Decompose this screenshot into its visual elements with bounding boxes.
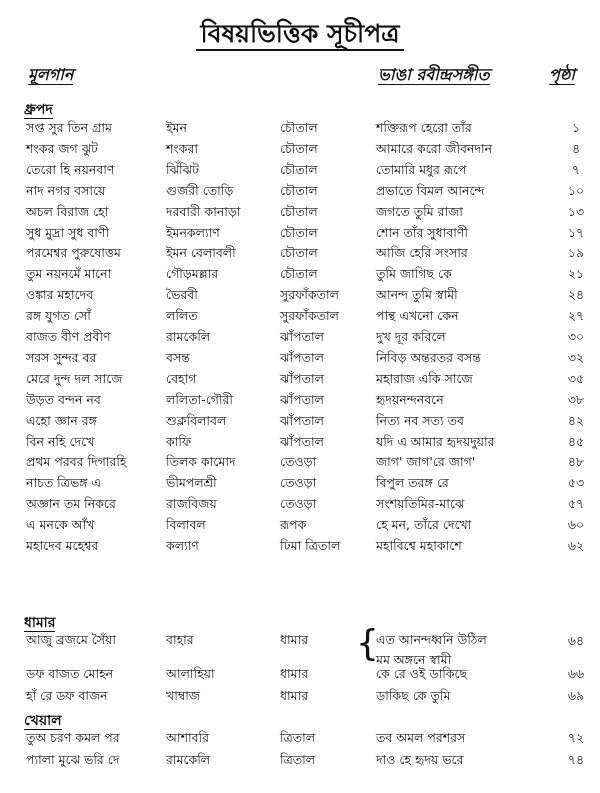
page-number-cell: ৬৯ <box>567 688 585 703</box>
tagore-song-cell: হৃদয়নন্দনবনে <box>376 391 444 407</box>
raag-cell: ললিতা-গৌরী <box>166 391 234 407</box>
section-heading: ধ্রুপদ <box>24 102 53 118</box>
original-song-cell: নাদ নগর বসায়ে <box>26 182 106 198</box>
table-row <box>0 204 600 226</box>
taal-cell: তেওড়া <box>280 475 317 491</box>
tagore-song-cell: আমারে করো জীবনদান <box>376 140 493 156</box>
table-row <box>0 183 600 205</box>
taal-cell: ধামার <box>280 632 309 647</box>
page-number-cell: ৩৮ <box>567 391 585 407</box>
page-number-cell: ৬৬ <box>567 666 585 681</box>
taal-cell: সুরফাঁকতাল <box>280 287 339 303</box>
tagore-song-cell: তুমি জাগিছ কে <box>376 266 452 282</box>
table-row <box>0 752 600 774</box>
taal-cell: চৌতাল <box>280 203 318 219</box>
raag-cell: বসন্ত <box>166 349 190 365</box>
table-row <box>0 666 600 688</box>
section-heading: খেয়াল <box>24 713 62 729</box>
original-song-cell: বিন নহি দেখে <box>26 433 95 449</box>
original-song-cell: সুধ মুদ্রা সুধ বাণী <box>26 224 110 240</box>
table-row <box>0 730 600 752</box>
original-song-cell: অজ্ঞান তম নিকরে <box>26 496 116 512</box>
page-number-cell: ৪৫ <box>567 433 585 449</box>
raag-cell: গৌড়মল্লার <box>166 266 219 282</box>
raag-cell: ললিত <box>166 308 198 324</box>
page-number-cell: ৭৪ <box>567 752 585 767</box>
taal-cell: চৌতাল <box>280 224 318 240</box>
tagore-song-cell: কে রে ওই ডাকিছে <box>376 666 468 681</box>
tagore-song-cell: হে মন, তাঁরে দেখো <box>376 517 472 533</box>
table-row <box>0 162 600 184</box>
taal-cell: রূপক <box>280 517 307 533</box>
raag-cell: গুর্জরী তোড়ি <box>166 182 234 198</box>
taal-cell: চৌতাল <box>280 120 318 135</box>
raag-cell: দরবারী কানাড়া <box>166 203 241 219</box>
table-row <box>0 688 600 710</box>
table-row <box>0 392 600 414</box>
original-song-cell: পরমেশ্বর পুরুষোত্তম <box>26 245 121 261</box>
tagore-song-cell: তব অমল পরশরস <box>376 730 466 745</box>
table-row <box>0 538 600 560</box>
tagore-song-cell: দাও হে হৃদয় ভরে <box>376 752 464 767</box>
page-number-cell: ৩৫ <box>567 370 585 386</box>
tagore-song-cell: শক্তিরূপ হেরো তাঁর <box>376 120 472 135</box>
table-row <box>0 245 600 267</box>
header-tagore-song: ভাঙা রবীন্দ্রসঙ্গীত <box>378 65 490 84</box>
table-row <box>0 120 600 142</box>
raag-cell: খাম্বাজ <box>166 688 201 703</box>
original-song-cell: রঙ্গ যুগত সোঁ <box>26 308 91 324</box>
table-row <box>0 141 600 163</box>
page-number-cell: ২৪ <box>567 287 585 303</box>
page-number-cell: ১ <box>571 120 581 135</box>
taal-cell: চৌতাল <box>280 140 318 156</box>
page-number-cell: ১৩ <box>567 203 585 219</box>
page-number-cell: ৩২ <box>567 349 585 365</box>
page-number-cell: ১৭ <box>567 224 585 240</box>
taal-cell: চৌতাল <box>280 245 318 261</box>
table-row <box>0 266 600 288</box>
header-original-song: মূলগান <box>28 65 74 84</box>
taal-cell: ধামার <box>280 666 309 681</box>
raag-cell: ইমনকল্যাণ <box>166 224 220 240</box>
table-row <box>0 350 600 372</box>
taal-cell: ত্রিতাল <box>280 730 316 745</box>
original-song-cell: শংকর জগ ঝুট <box>26 140 98 156</box>
page-number-cell: ৭২ <box>567 730 585 745</box>
raag-cell: বেহাগ <box>166 370 197 386</box>
tagore-song-cell: আজি হেরি সংসার <box>376 245 468 261</box>
original-song-cell: উড়ত বন্দন নব <box>26 391 101 407</box>
tagore-song-cell: মহারাজ একি সাজে <box>376 370 473 386</box>
table-row <box>0 434 600 456</box>
raag-cell: রামকেলি <box>166 329 211 344</box>
tagore-song-cell: জাগ' জাগ'রে জাগ' <box>376 454 476 470</box>
original-song-cell: তেরো হি নয়নবাণ <box>26 161 115 177</box>
table-row <box>0 371 600 393</box>
tagore-song-cell: পান্থ এখনো কেন <box>376 308 459 324</box>
taal-cell: ঝাঁপতাল <box>280 370 324 386</box>
taal-cell: তেওড়া <box>280 496 317 512</box>
taal-cell: চৌতাল <box>280 161 318 177</box>
page-number-cell: ৫৩ <box>567 475 585 491</box>
table-row <box>0 517 600 539</box>
raag-cell: তিলক কামোদ <box>166 454 236 470</box>
page-number-cell: ৪৮ <box>567 454 585 470</box>
taal-cell: ঝাঁপতাল <box>280 391 324 407</box>
table-row <box>0 413 600 435</box>
taal-cell: ঝাঁপতাল <box>280 349 324 365</box>
tagore-song-cell: দুখ দূর করিলে <box>376 329 446 344</box>
page-number-cell: ৫৭ <box>567 496 585 512</box>
tagore-song-cell: আনন্দ তুমি স্বামী <box>376 287 458 303</box>
tagore-song-cell: বিপুল তরঙ্গ রে <box>376 475 449 491</box>
table-row <box>0 287 600 309</box>
original-song-cell: এহো জ্ঞান রঙ্গ <box>26 412 97 428</box>
tagore-song-cell: যদি এ আমার হৃদয়দুয়ার <box>376 433 495 449</box>
original-song-cell: অচল বিরাজ হো <box>26 203 109 219</box>
original-song-cell: তুঅ চরণ কমল পর <box>26 730 120 745</box>
original-song-cell: প্রথম পরবর দিগারহি <box>26 454 127 470</box>
original-song-cell: সরস সুন্দর বর <box>26 349 97 365</box>
tagore-song-cell: মহাবিশ্বে মহাকাশে <box>376 538 462 553</box>
tagore-song-cell: শোন তাঁর সুধাবাণী <box>376 224 468 240</box>
tagore-song-cell: নিবিড় অন্তরতর বসন্ত <box>376 349 481 365</box>
section-heading: ধামার <box>24 615 56 631</box>
original-song-cell: আজু ব্রজমে সৈঁয়া <box>26 632 117 647</box>
raag-cell: রামকেলি <box>166 752 211 767</box>
page-number-cell: ২১ <box>567 266 585 282</box>
original-song-cell: প্যালা মুঝে ভরি দে <box>26 752 120 767</box>
page-number-cell: ২৭ <box>567 308 585 324</box>
raag-cell: আশাবরি <box>166 730 210 745</box>
page-number-cell: ৬২ <box>567 538 585 553</box>
original-song-cell: তুম নয়নমেঁ মানো <box>26 266 112 282</box>
taal-cell: সুরফাঁকতাল <box>280 308 339 324</box>
raag-cell: রাজবিজয় <box>166 496 217 512</box>
tagore-song-cell: নিত্য নব সত্য তব <box>376 412 464 428</box>
raag-cell: ভৈরবী <box>166 287 198 303</box>
tagore-song-cell: তোমারি মধুর রূপে <box>376 161 467 177</box>
raag-cell: ঝিঁঝিট <box>166 161 199 177</box>
original-song-cell: মেরে দুন্দ দল সাজে <box>26 370 123 386</box>
taal-cell: ঝাঁপতাল <box>280 433 324 449</box>
table-row <box>0 225 600 247</box>
original-song-cell: মহাদেব মহেশ্বর <box>26 538 99 553</box>
brace-glyph: { <box>356 623 379 664</box>
table-row <box>0 308 600 330</box>
raag-cell: বাহার <box>166 632 194 647</box>
page-number-cell: ৬০ <box>567 517 585 533</box>
original-song-cell: ডফ বাজত মোহন <box>26 666 114 681</box>
original-song-cell: এ মনকে আঁখ <box>26 517 95 533</box>
original-song-cell: বাজত বীণ প্রবীণ <box>26 329 111 344</box>
original-song-cell: ওঙ্কার মহাদেব <box>26 287 94 303</box>
tagore-song-cell-line2: মম অঙ্গনে স্বামী <box>376 652 452 667</box>
taal-cell: চৌতাল <box>280 266 318 282</box>
taal-cell: তেওড়া <box>280 454 317 470</box>
page-number-cell: ৪ <box>571 140 581 156</box>
tagore-song-cell: ডাকিছ কে তুমি <box>376 688 451 703</box>
table-row <box>0 496 600 518</box>
page-number-cell: ৪২ <box>567 412 585 428</box>
taal-cell: ত্রিতাল <box>280 752 316 767</box>
tagore-song-cell: সংশয়তিমির-মাঝে <box>376 496 465 512</box>
taal-cell: ঝাঁপতাল <box>280 329 324 344</box>
table-row <box>0 329 600 351</box>
page-title: বিষয়ভিত্তিক সূচীপত্র <box>0 14 600 57</box>
page-number-cell: ৩০ <box>567 329 585 344</box>
raag-cell: কল্যাণ <box>166 538 199 553</box>
raag-cell: আলাহিয়া <box>166 666 215 681</box>
page-number-cell: ৭ <box>571 161 581 177</box>
tagore-song-cell: প্রভাতে বিমল আনন্দে <box>376 182 485 198</box>
raag-cell: ইমন বেলাবলী <box>166 245 236 261</box>
table-row <box>0 632 600 654</box>
page-number-cell: ৬৪ <box>567 633 585 648</box>
page-number-cell: ১৯ <box>567 245 585 261</box>
taal-cell: ধামার <box>280 688 309 703</box>
table-row <box>0 454 600 476</box>
original-song-cell: হাঁ রে ডফ বাজন <box>26 688 108 703</box>
original-song-cell: নাচত ত্রিভঙ্গ এ <box>26 475 102 491</box>
raag-cell: ভীমপলশ্রী <box>166 475 217 491</box>
raag-cell: শুক্লবিলাবল <box>166 412 227 428</box>
tagore-song-cell: এত আনন্দধ্বনি উঠিল <box>376 632 487 647</box>
raag-cell: বিলাবল <box>166 517 206 533</box>
table-row <box>0 475 600 497</box>
taal-cell: ঢিমা ত্রিতাল <box>280 538 341 553</box>
raag-cell: ইমন <box>166 120 187 135</box>
taal-cell: ঝাঁপতাল <box>280 412 324 428</box>
tagore-song-cell: জগতে তুমি রাজা <box>376 203 463 219</box>
header-page: পৃষ্ঠা <box>549 65 575 84</box>
original-song-cell: সপ্ত সুর তিন গ্রাম <box>26 120 112 135</box>
raag-cell: কাফি <box>166 433 192 449</box>
page-number-cell: ১০ <box>567 182 585 198</box>
taal-cell: চৌতাল <box>280 182 318 198</box>
raag-cell: শংকরা <box>166 140 199 156</box>
